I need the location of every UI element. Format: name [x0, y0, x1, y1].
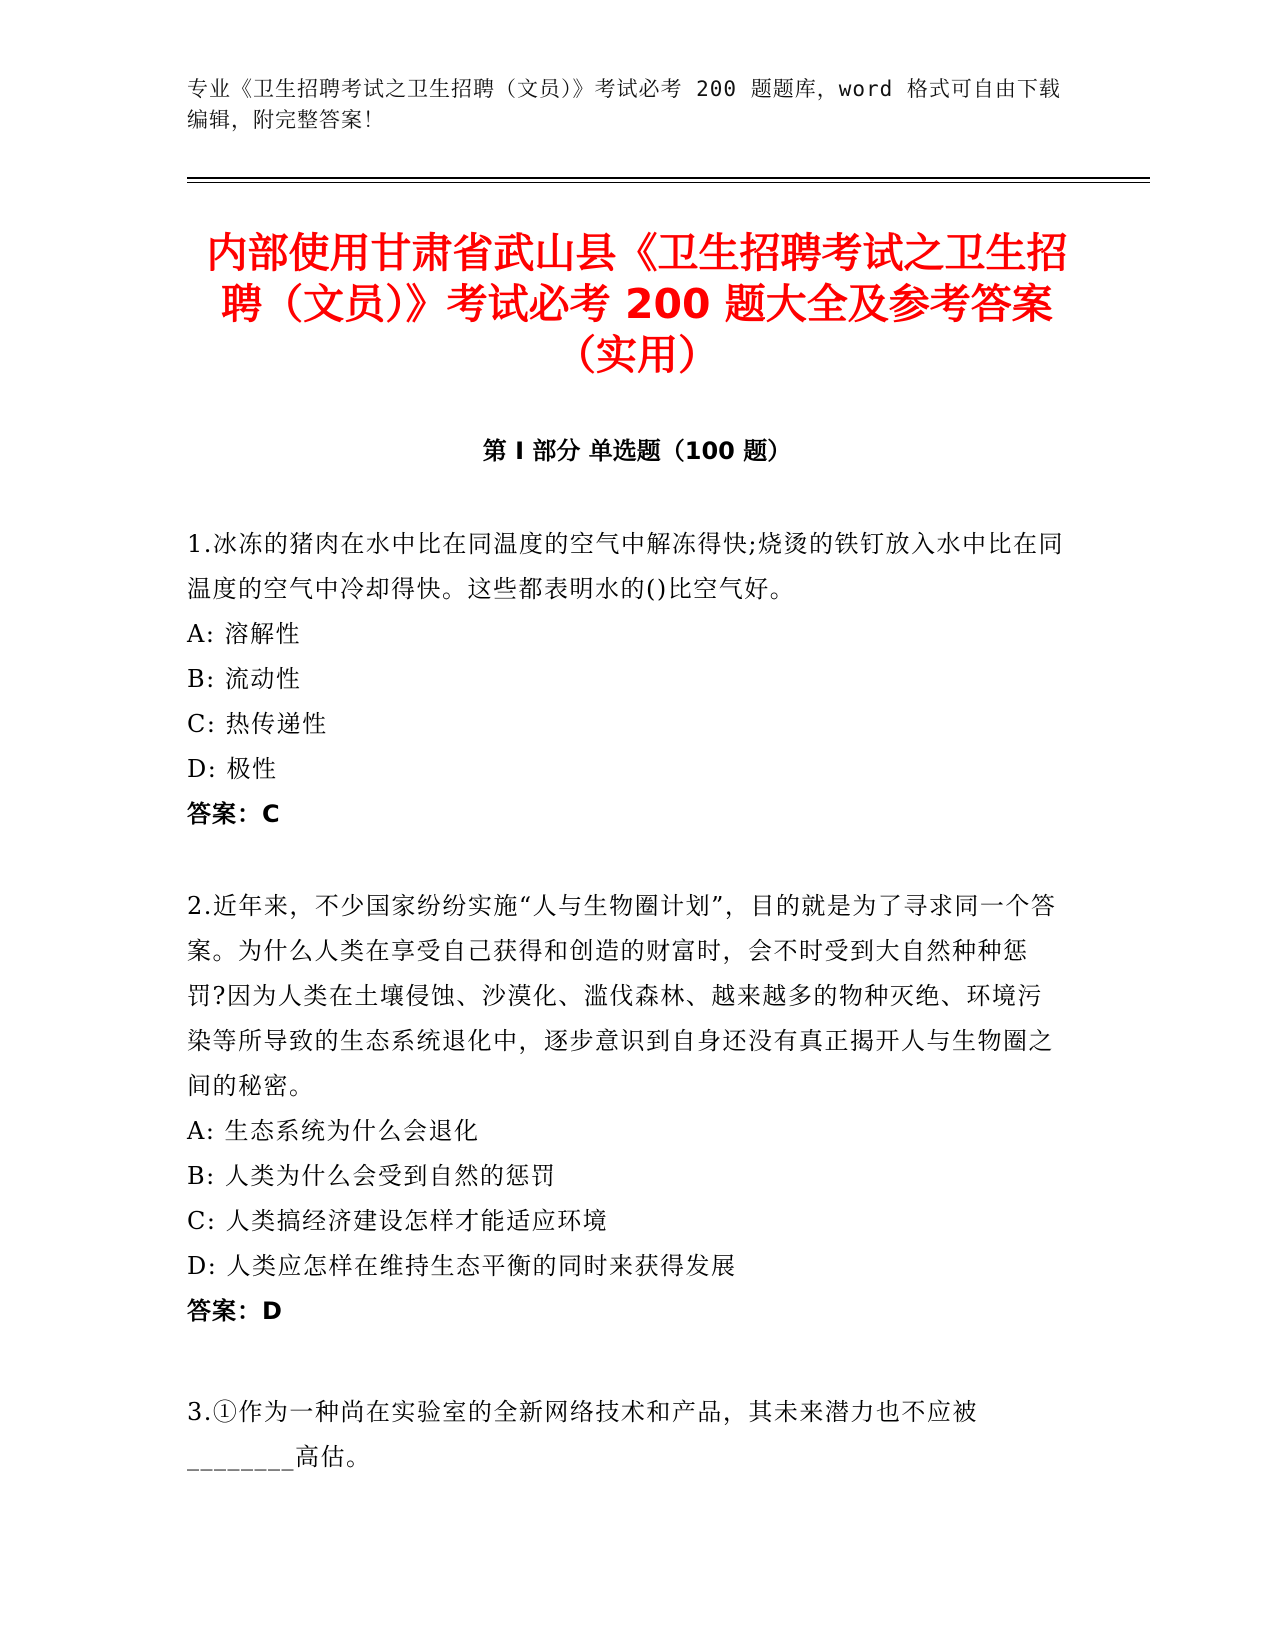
header-rule-thin [187, 182, 1150, 183]
question-stem: 2.近年来，不少国家纷纷实施“人与生物圈计划”，目的就是为了寻求同一个答案。为什么人类在享受自己获得和创造的财富时，会不时受到大自然种种惩罚?因为人类在土壤侵蚀、沙漠化、滥伐森林、越来越多的物种灭绝、环境污染等所导致的生态系统退化中，逐步意识到自身还没有真正揭开人与生物圈之间的秘密。 [187, 892, 1057, 1100]
question-stem: 3.①作为一种尚在实验室的全新网络技术和产品，其未来潜力也不应被________高估。 [187, 1398, 978, 1471]
option-d: D: 人类应怎样在维持生态平衡的同时来获得发展 [187, 1252, 737, 1280]
header-note: 专业《卫生招聘考试之卫生招聘（文员）》考试必考 200 题题库，word 格式可自由下载编辑，附完整答案！ [187, 77, 1061, 132]
option-c: C: 人类搞经济建设怎样才能适应环境 [187, 1207, 609, 1235]
document-title: 内部使用甘肃省武山县《卫生招聘考试之卫生招聘（文员）》考试必考 200 题大全及参考答案（实用） [206, 229, 1068, 379]
section-title: 第 I 部分 单选题（100 题） [482, 437, 792, 465]
option-b: B: 人类为什么会受到自然的惩罚 [187, 1162, 557, 1190]
question-3 [187, 1390, 1067, 1480]
option-d: D: 极性 [187, 755, 278, 783]
option-b: B: 流动性 [187, 665, 302, 693]
option-c: C: 热传递性 [187, 710, 328, 738]
answer: 答案：D [187, 1297, 283, 1325]
question-stem: 1.冰冻的猪肉在水中比在同温度的空气中解冻得快;烧烫的铁钉放入水中比在同温度的空气中冷却得快。这些都表明水的()比空气好。 [187, 530, 1064, 603]
header-rule-thick [187, 177, 1150, 179]
question-2 [187, 884, 1067, 1334]
option-a: A: 生态系统为什么会退化 [187, 1117, 480, 1145]
answer: 答案：C [187, 800, 281, 828]
option-a: A: 溶解性 [187, 620, 302, 648]
question-1 [187, 522, 1067, 837]
